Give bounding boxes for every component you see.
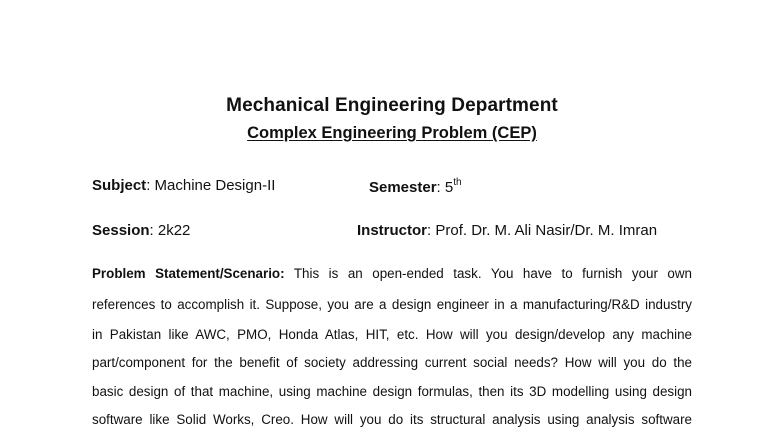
problem-line: references to accomplish it. Suppose, you are a design engineer in a manufacturing/R&D industry <box>92 297 692 312</box>
problem-line: in Pakistan like AWC, PMO, Honda Atlas, HIT, etc. How will you design/develop any machine <box>92 327 692 342</box>
instructor-value: : Prof. Dr. M. Ali Nasir/Dr. M. Imran <box>427 222 658 239</box>
cep-subtitle: Complex Engineering Problem (CEP) <box>247 124 537 142</box>
session-label: Session <box>92 222 150 239</box>
session-field <box>92 222 190 239</box>
problem-label: Problem Statement/Scenario: <box>92 266 285 281</box>
subject-label: Subject <box>92 177 147 194</box>
instructor-label: Instructor <box>357 222 428 239</box>
semester-value: : 5 <box>436 179 454 196</box>
instructor-field <box>357 222 657 239</box>
problem-line: part/component for the benefit of society addressing current social needs? How will you do the <box>92 355 692 370</box>
problem-line: basic design of that machine, using machine design formulas, then its 3D modelling using design <box>92 384 692 399</box>
session-value: : 2k22 <box>149 222 191 239</box>
semester-suffix: th <box>453 177 462 188</box>
semester-field <box>369 177 462 196</box>
problem-line: software like Solid Works, Creo. How will you do its structural analysis using analysis software <box>92 412 692 427</box>
semester-label: Semester <box>369 179 437 196</box>
subject-field <box>92 177 275 194</box>
department-title: Mechanical Engineering Department <box>226 95 558 116</box>
problem-line: Problem Statement/Scenario: This is an open-ended task. You have to furnish your own <box>92 266 692 281</box>
subject-value: : Machine Design-II <box>146 177 276 194</box>
